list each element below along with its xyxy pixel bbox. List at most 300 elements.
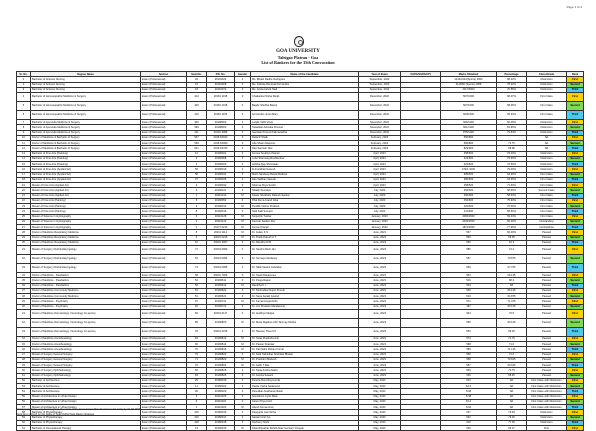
- class-grade: Passed: [527, 264, 567, 273]
- degree-name: Bachelor of Fine Arts (Applied Art): [31, 172, 141, 177]
- marks-obtained: 474/1 1000: [441, 167, 497, 172]
- cgpa: [401, 426, 441, 431]
- pr-no: 20201 2316: [207, 327, 235, 336]
- rank-badge: Second: [567, 373, 584, 378]
- gender: F: [235, 288, 251, 293]
- section: Exam (Professional): [141, 183, 187, 188]
- rank-badge: First: [567, 77, 584, 82]
- degree-name: Bachelor of Ayurveda Medicine & Surgery: [31, 130, 141, 135]
- section: Exam (Professional): [141, 87, 187, 92]
- sr-no: 27: [17, 225, 31, 230]
- rank-badge: Second: [567, 235, 584, 240]
- degree-name: Bachelor of Science Nursing: [31, 82, 141, 87]
- sr-no: 5: [17, 102, 31, 111]
- rank-badge: First: [567, 426, 584, 431]
- gender: F: [235, 120, 251, 125]
- marks-obtained: 585: [441, 347, 497, 352]
- sr-no: 43: [17, 327, 31, 336]
- marks-obtained: 8.04: [441, 405, 497, 410]
- footnote-rank-basis: Rank list is arrived on the basis of Total CGPA/Total Marks Obtained.: [16, 413, 95, 416]
- pr-no: 20191 3086: [207, 130, 235, 135]
- class-grade: Passed: [527, 273, 567, 278]
- class-grade: First Class: [527, 183, 567, 188]
- marks-obtained: 2083/3000: [441, 214, 497, 219]
- section: Exam (Professional): [141, 389, 187, 394]
- degree-name: Bachelor of Homoeopathic Medicine & Surgery: [31, 93, 141, 102]
- exam-year: May, 2023: [359, 415, 401, 420]
- marks-obtained: 8.48: [441, 394, 497, 399]
- marks-obtained: 424/600: [441, 156, 497, 161]
- percentage: NA: [497, 389, 527, 394]
- section: Exam (Professional): [141, 278, 187, 283]
- section: Exam (Professional): [141, 188, 187, 193]
- candidate-name: Dr. Nimbodkar Rujuri Sinoub: [251, 288, 359, 293]
- pr-no: 20180022: [207, 384, 235, 389]
- gender: M: [235, 342, 251, 347]
- percentage: 77.96%: [497, 225, 527, 230]
- seat-no: 25: [187, 378, 207, 383]
- pr-no: 20181 1165: [207, 111, 235, 120]
- candidate-name: Dr. Aradhya Vaidya: [251, 309, 359, 318]
- col-header: CGPA/SGPA/CPI: [401, 72, 441, 77]
- candidate-name: Gaonkar Poorva Padmanabha: [251, 130, 359, 135]
- marks-obtained: 2117/3000: [441, 87, 497, 92]
- class-grade: Passed: [527, 304, 567, 309]
- seat-no: 78: [187, 327, 207, 336]
- class-grade: Passed: [527, 283, 567, 288]
- exam-year: November, 2022: [359, 130, 401, 135]
- class-grade: First Class: [527, 193, 567, 198]
- candidate-name: Dr. Naik Tadohikar Snehlata Bhatan: [251, 352, 359, 357]
- sr-no: 19: [17, 183, 31, 188]
- rank-badge: Second: [567, 278, 584, 283]
- seat-no: 3: [187, 156, 207, 161]
- gender: F: [235, 264, 251, 273]
- class-grade: Distinction: [527, 87, 567, 92]
- pr-no: 20181 1108: [207, 93, 235, 102]
- degree-name: Doctor of Medicine Respiratory Medicine: [31, 230, 141, 235]
- exam-year: June, 2023: [359, 327, 401, 336]
- section: Exam (Professional): [141, 193, 187, 198]
- section: Exam (Professional): [141, 225, 187, 230]
- exam-year: April, 2023: [359, 177, 401, 182]
- percentage: 68.22%: [497, 77, 527, 82]
- candidate-name: Das Vaibhav Vasudo: [251, 177, 359, 182]
- exam-year: June, 2023: [359, 363, 401, 368]
- gender: F: [235, 255, 251, 264]
- table-row: [17, 111, 584, 120]
- class-grade: Passed: [527, 342, 567, 347]
- rank-badge: First: [567, 135, 584, 140]
- gender: M: [235, 193, 251, 198]
- marks-obtained: 567: [441, 230, 497, 235]
- section: Exam (Professional): [141, 130, 187, 135]
- sr-no: 38: [17, 294, 31, 299]
- seat-no: 539: [187, 141, 207, 146]
- gender: F: [235, 130, 251, 135]
- degree-name: Bachelor of Occupational Therapy: [31, 426, 141, 431]
- exam-year: November, 2022: [359, 125, 401, 130]
- seat-no: 76: [187, 363, 207, 368]
- col-header: Degree Name: [31, 72, 141, 77]
- marks-obtained: 550: [441, 235, 497, 240]
- candidate-name: Ashtha Ajay Shrivastav: [251, 162, 359, 167]
- sr-no: 1: [17, 77, 31, 82]
- pr-no: 20201 0094: [207, 255, 235, 264]
- class-grade: Passed: [527, 363, 567, 368]
- gender: F: [235, 378, 251, 383]
- gender: F: [235, 77, 251, 82]
- sr-no: 15: [17, 162, 31, 167]
- sr-no: 54: [17, 389, 31, 394]
- pr-no: 20190019: [207, 167, 235, 172]
- seat-no: 84: [187, 373, 207, 378]
- section: Exam (Professional): [141, 288, 187, 293]
- pr-no: 20190052: [207, 198, 235, 203]
- percentage: 68.25: [497, 373, 527, 378]
- pr-no: 20190722: [207, 304, 235, 309]
- percentage: 70.625: [497, 357, 527, 362]
- degree-name: Master of Surgery Otorhinolaryngology: [31, 264, 141, 273]
- marks-obtained: 632: [441, 415, 497, 420]
- percentage: 70.5: [497, 309, 527, 318]
- cgpa: [401, 102, 441, 111]
- seat-no: 19: [187, 82, 207, 87]
- degree-name: Doctor of Medicine - Paediatrics: [31, 273, 141, 278]
- candidate-name: Phal Rumi Anand Ghai: [251, 198, 359, 203]
- degree-name: Bachelor of Architecture: [31, 378, 141, 383]
- table-row: [17, 246, 584, 255]
- marks-obtained: 8.13: [441, 384, 497, 389]
- section: Exam (Professional): [141, 167, 187, 172]
- class-grade: First Class: [527, 198, 567, 203]
- percentage: 78.22%: [497, 82, 527, 87]
- sr-no: 50: [17, 368, 31, 373]
- gender: F: [235, 198, 251, 203]
- exam-year: January, 2023: [359, 219, 401, 224]
- candidate-name: Pundlik Vishnu Prakash: [251, 204, 359, 209]
- marks-obtained: 901/1100: [441, 125, 497, 130]
- exam-year: May, 2023: [359, 410, 401, 415]
- class-grade: Distinction: [527, 120, 567, 125]
- percentage: NA: [497, 378, 527, 383]
- section: Exam (Professional): [141, 336, 187, 341]
- gender: F: [235, 415, 251, 420]
- section: Exam (Professional): [141, 135, 187, 140]
- seat-no: 2: [187, 225, 207, 230]
- rank-badge: First: [567, 288, 584, 293]
- section: Exam (Professional): [141, 399, 187, 404]
- candidate-name: Rao Santosh Nitu: [251, 146, 359, 151]
- gender: F: [235, 278, 251, 283]
- pr-no: 20198003: [207, 125, 235, 130]
- degree-name: Master of Fine Arts (Applied Art): [31, 188, 141, 193]
- pr-no: 20180016: [207, 410, 235, 415]
- class-grade: NA: [527, 141, 567, 146]
- seat-no: 64: [187, 336, 207, 341]
- sr-no: 16: [17, 167, 31, 172]
- class-grade: First Class with Distinction: [527, 384, 567, 389]
- exam-year: December, 2022: [359, 102, 401, 111]
- marks-obtained: 610: [441, 378, 497, 383]
- class-grade: Distinction: [527, 410, 567, 415]
- marks-obtained: 586: [441, 246, 497, 255]
- pr-no: 20210025: [207, 394, 235, 399]
- marks-obtained: 567: [441, 255, 497, 264]
- exam-year: May, 2023: [359, 378, 401, 383]
- percentage: 72.75: [497, 141, 527, 146]
- section: Exam (Professional): [141, 318, 187, 327]
- exam-year: June, 2023: [359, 230, 401, 235]
- rank-badge: First: [567, 368, 584, 373]
- marks-obtained: 650/800: [441, 135, 497, 140]
- seat-no: 52: [187, 278, 207, 283]
- percentage: 71.75: [497, 336, 527, 341]
- class-grade: First Class: [527, 172, 567, 177]
- marks-obtained: 8.08: [441, 389, 497, 394]
- gender: F: [235, 151, 251, 156]
- col-header: Marks Obtained: [441, 72, 497, 77]
- degree-name: Doctor of Medicine - Psychiatry: [31, 299, 141, 304]
- pr-no: 20210021: [207, 399, 235, 404]
- gender: M: [235, 405, 251, 410]
- rank-badge: First: [567, 246, 584, 255]
- class-grade: Distinction: [527, 151, 567, 156]
- class-grade: First Class with Distinction: [527, 405, 567, 410]
- gender: F: [235, 162, 251, 167]
- sr-no: 59: [17, 415, 31, 420]
- exam-year: May, 2023: [359, 426, 401, 431]
- candidate-name: Dr. Naveen Thua A P: [251, 327, 359, 336]
- section: Exam (Professional): [141, 309, 187, 318]
- candidate-name: Fernandes Jenel Mary: [251, 111, 359, 120]
- section: Exam (Professional): [141, 347, 187, 352]
- gender: F: [235, 394, 251, 399]
- class-grade: First Class with Distinction: [527, 389, 567, 394]
- degree-name: Bachelor of Fine Arts (Painting): [31, 162, 141, 167]
- section: Exam (Professional): [141, 283, 187, 288]
- gender: M: [235, 283, 251, 288]
- degree-name: Master of Architecture in Urban Design: [31, 394, 141, 399]
- gender: F: [235, 399, 251, 404]
- degree-name: Bachelor of Fine Arts (Applied Art): [31, 167, 141, 172]
- section: Exam (Professional): [141, 230, 187, 235]
- pr-no: 20190015: [207, 426, 235, 431]
- sr-no: 49: [17, 363, 31, 368]
- gender: M: [235, 347, 251, 352]
- sr-no: 11: [17, 141, 31, 146]
- section: Exam (Professional): [141, 156, 187, 161]
- seat-no: 6: [187, 399, 207, 404]
- rank-badge: Third: [567, 111, 584, 120]
- section: Exam (Professional): [141, 198, 187, 203]
- sr-no: 17: [17, 172, 31, 177]
- candidate-name: Rambha K J: [251, 283, 359, 288]
- sr-no: 7: [17, 120, 31, 125]
- gender: M: [235, 219, 251, 224]
- seat-no: 521: [187, 146, 207, 151]
- marks-obtained: 2144/3142(Sports) 2000: [441, 77, 497, 82]
- class-grade: Passed: [527, 368, 567, 373]
- seat-no: 27: [187, 177, 207, 182]
- rank-badge: Third: [567, 389, 584, 394]
- seat-no: 6: [187, 214, 207, 219]
- rank-badge: Third: [567, 363, 584, 368]
- rank-badge: Second: [567, 384, 584, 389]
- marks-obtained: 519: [441, 294, 497, 299]
- marks-obtained: 358/500: [441, 183, 497, 188]
- pr-no: 20190721: [207, 299, 235, 304]
- percentage: 70.56%: [497, 87, 527, 92]
- sr-no: 12: [17, 146, 31, 151]
- exam-year: June, 2023: [359, 347, 401, 352]
- sr-no: 58: [17, 410, 31, 415]
- pr-no: 20190611: [207, 278, 235, 283]
- marks-obtained: 546: [441, 278, 497, 283]
- pr-no: 20210022: [207, 405, 235, 410]
- list-title: List of Rankers for the 35th Convocation: [261, 60, 335, 65]
- seat-no: 418: [187, 420, 207, 425]
- candidate-name: Dr. Nene Ketaki Govind: [251, 294, 359, 299]
- sr-no: 37: [17, 288, 31, 293]
- pr-no: 20190621: [207, 294, 235, 299]
- exam-year: June, 2023: [359, 246, 401, 255]
- class-grade: First Class with Distinction: [527, 378, 567, 383]
- rank-badge: First: [567, 230, 584, 235]
- degree-name: Master of Surgery Otorhinolaryngology: [31, 246, 141, 255]
- table-row: [17, 93, 584, 102]
- class-grade: Distinction: [527, 130, 567, 135]
- candidate-name: Dr. Pooja Rajesi: [251, 278, 359, 283]
- section: Exam (Professional): [141, 146, 187, 151]
- percentage: 60.125: [497, 304, 527, 309]
- candidate-name: Dr. Nikki Vasant Ashokkar: [251, 264, 359, 273]
- exam-year: June, 2023: [359, 278, 401, 283]
- rank-badge: Third: [567, 130, 584, 135]
- degree-name: Master of Fine Arts (Painting): [31, 209, 141, 214]
- rank-badge: First: [567, 151, 584, 156]
- marks-obtained: 458/600: [441, 151, 497, 156]
- degree-name: Bachelor of Science Nursing: [31, 77, 141, 82]
- percentage: 70.50%: [497, 162, 527, 167]
- rank-badge: Third: [567, 347, 584, 352]
- pr-no: 20190825: [207, 368, 235, 373]
- gender: F: [235, 141, 251, 146]
- percentage: 71.60%: [497, 183, 527, 188]
- exam-year: July, 2023: [359, 204, 401, 209]
- candidate-name: Ms. Arpita Ashok Naik: [251, 87, 359, 92]
- section: Exam (Professional): [141, 410, 187, 415]
- degree-name: Doctor of Medicine - Psychiatry: [31, 304, 141, 309]
- rank-badge: First: [567, 410, 584, 415]
- exam-year: April, 2023: [359, 162, 401, 167]
- sr-no: 33: [17, 264, 31, 273]
- candidate-name: Pawar Shubham Rakesh Sankar: [251, 193, 359, 198]
- gender: F: [235, 327, 251, 336]
- degree-name: Doctor of Medicine Dermatology, Venerology & Leprosy: [31, 318, 141, 327]
- degree-name: Master of Fine Arts (Painting): [31, 198, 141, 203]
- candidate-name: Dr. Sutar Pratiksha Anil: [251, 336, 359, 341]
- exam-year: June, 2023: [359, 240, 401, 245]
- seat-no: 53: [187, 255, 207, 264]
- section: Exam (Professional): [141, 93, 187, 102]
- exam-year: June, 2023: [359, 309, 401, 318]
- section: Exam (Professional): [141, 82, 187, 87]
- class-grade: First Class: [527, 102, 567, 111]
- seat-no: 3: [187, 219, 207, 224]
- class-grade: First: [527, 426, 567, 431]
- exam-year: April, 2023: [359, 167, 401, 172]
- exam-year: June, 2023: [359, 288, 401, 293]
- class-grade: Passed: [527, 347, 567, 352]
- pr-no: 20190824: [207, 363, 235, 368]
- rank-badge: Second: [567, 294, 584, 299]
- section: Exam (Professional): [141, 342, 187, 347]
- section: Exam (Professional): [141, 426, 187, 431]
- class-grade: First Class: [527, 204, 567, 209]
- sr-no: 22: [17, 198, 31, 203]
- seat-no: 89: [187, 318, 207, 327]
- sr-no: 8: [17, 125, 31, 130]
- marks-obtained: 568: [441, 357, 497, 362]
- class-grade: First Class: [527, 214, 567, 219]
- section: Exam (Professional): [141, 394, 187, 399]
- percentage: NA: [497, 399, 527, 404]
- degree-name: Bachelor of Physiotherapy: [31, 410, 141, 415]
- table-row: [17, 255, 584, 264]
- candidate-name: Sharma Priya Sushil: [251, 183, 359, 188]
- exam-year: November, 2022: [359, 120, 401, 125]
- gender: F: [235, 373, 251, 378]
- marks-obtained: 2033/2500: [441, 219, 497, 224]
- gender: F: [235, 172, 251, 177]
- marks-obtained: 616: [441, 420, 497, 425]
- university-location: Taleigao Plateau - Goa: [277, 55, 319, 60]
- col-header: Gender: [235, 72, 251, 77]
- gender: M: [235, 318, 251, 327]
- seat-no: 3: [187, 183, 207, 188]
- degree-name: Master of Architecture in Urban Design: [31, 405, 141, 410]
- cgpa: [401, 111, 441, 120]
- sr-no: 44: [17, 336, 31, 341]
- candidate-name: Dr. Pratik Paresh A T: [251, 235, 359, 240]
- candidate-name: Dr. Aatib T Rae: [251, 363, 359, 368]
- candidate-name: Ms. Fabiola Reneeta Fernandes: [251, 82, 359, 87]
- seat-no: 18: [187, 87, 207, 92]
- sr-no: 24: [17, 209, 31, 214]
- degree-name: Doctor of Medicine Community Medicine: [31, 294, 141, 299]
- marks-obtained: 568: [441, 352, 497, 357]
- seat-no: 416: [187, 415, 207, 420]
- marks-obtained: 507/1000: [441, 102, 497, 111]
- exam-year: July, 2023: [359, 209, 401, 214]
- exam-year: September, 2022: [359, 87, 401, 92]
- marks-obtained: 1874/3000: [441, 225, 497, 230]
- exam-year: June, 2023: [359, 235, 401, 240]
- seat-no: 3: [187, 394, 207, 399]
- marks-obtained: 452/600: [441, 198, 497, 203]
- sr-no: 48: [17, 357, 31, 362]
- candidate-name: Dr. Pawan Shankar: [251, 342, 359, 347]
- pr-no: 20180018: [207, 420, 235, 425]
- rank-badge: First: [567, 214, 584, 219]
- sr-no: 14: [17, 156, 31, 161]
- col-header: Class/Grade: [527, 72, 567, 77]
- exam-year: July, 2023: [359, 193, 401, 198]
- sr-no: 28: [17, 230, 31, 235]
- pr-no: 20190612: [207, 283, 235, 288]
- sr-no: 21: [17, 193, 31, 198]
